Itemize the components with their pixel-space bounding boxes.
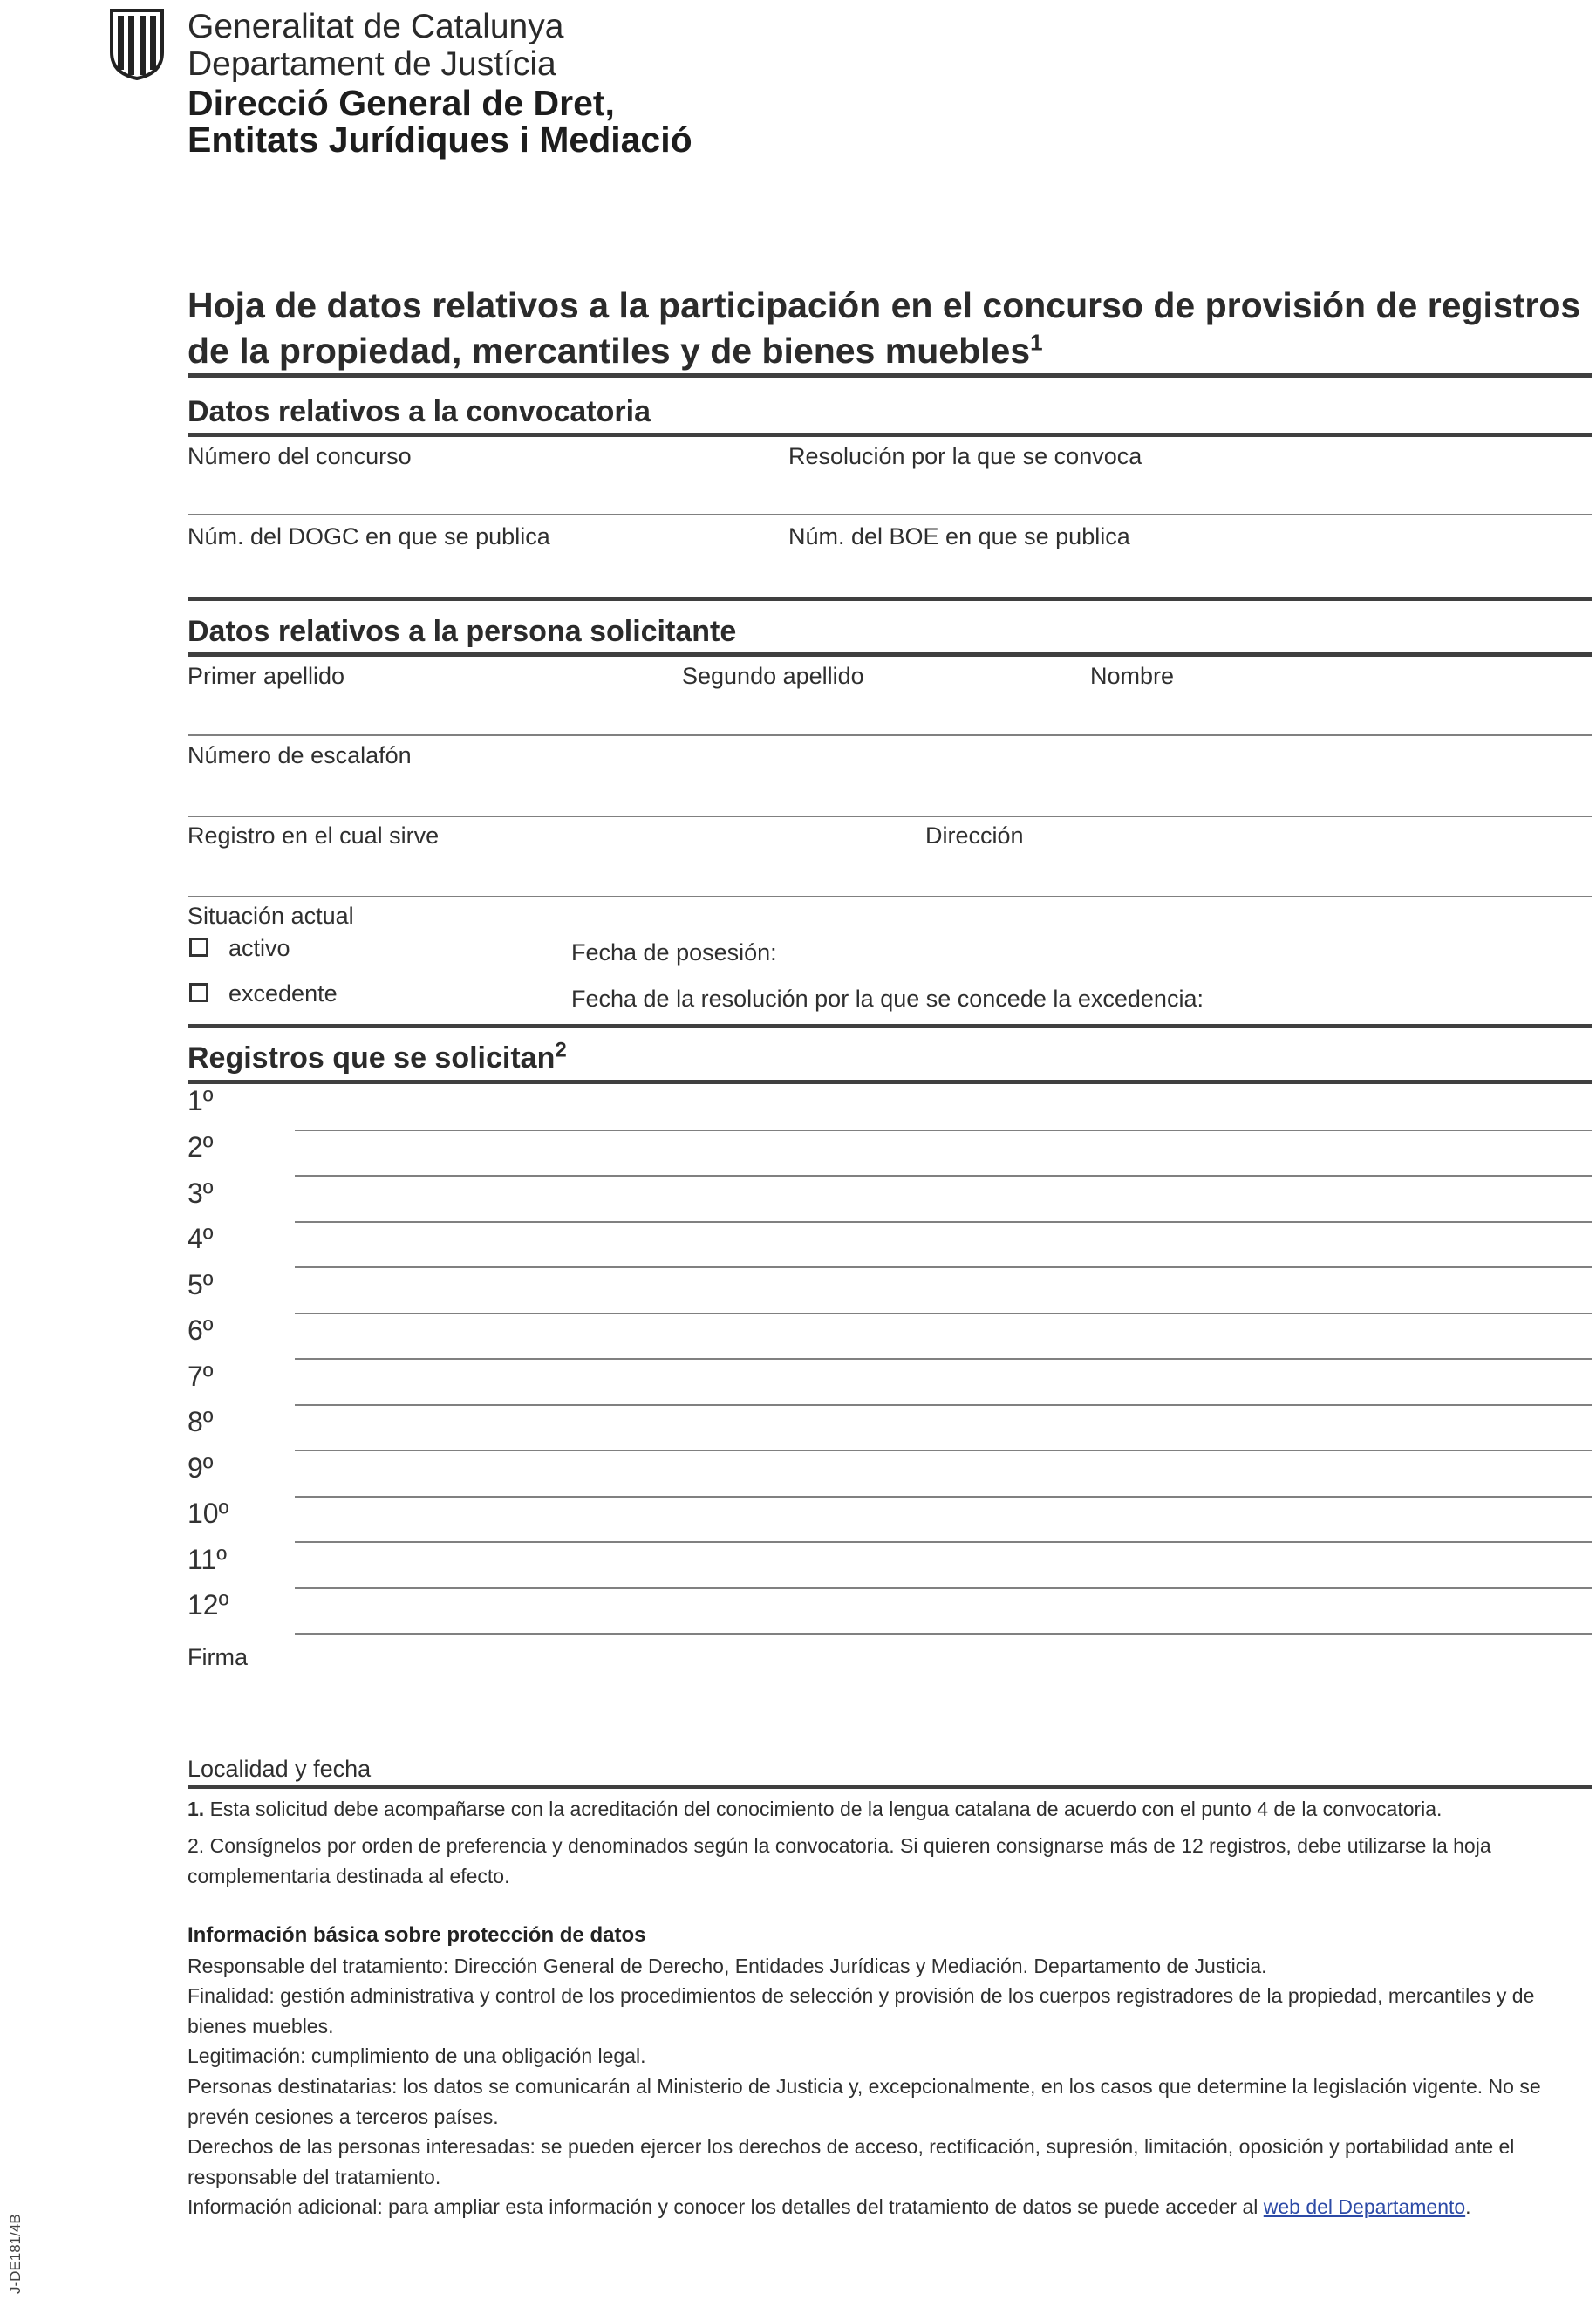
privacy-legitimacion: Legitimación: cumplimiento de una obligación legal. bbox=[188, 2044, 646, 2067]
excedente-checkbox[interactable] bbox=[189, 983, 208, 1002]
registro-line[interactable] bbox=[295, 1175, 1592, 1177]
field-rule bbox=[188, 514, 1592, 515]
privacy-finalidad: Finalidad: gestión administrativa y control de los procedimientos de selección y provisión de los cuerpos registradores de la propiedad, mercantiles y de bienes muebles. bbox=[188, 1984, 1535, 2037]
section-rule bbox=[188, 652, 1592, 657]
document-code: J-DE181/4B bbox=[7, 2214, 24, 2294]
excedente-label: excedente bbox=[228, 980, 338, 1007]
registro-number: 2º bbox=[188, 1131, 214, 1163]
fecha-resolucion-label: Fecha de la resolución por la que se concede la excedencia: bbox=[571, 986, 1204, 1012]
localidad-fecha-label: Localidad y fecha bbox=[188, 1756, 372, 1782]
registro-sirve-label: Registro en el cual sirve bbox=[188, 822, 440, 849]
registro-number: 11º bbox=[188, 1544, 227, 1575]
registros-heading: Registros que se solicitan bbox=[188, 1041, 556, 1075]
registro-number: 4º bbox=[188, 1223, 214, 1254]
registro-number: 8º bbox=[188, 1406, 214, 1437]
privacy-derechos: Derechos de las personas interesadas: se pueden ejercer los derechos de acceso, rectificación, supresión, limitación, oposición y portabilidad ante el responsable del tratamiento. bbox=[188, 2135, 1515, 2188]
directorate-name-line2: Entitats Jurídiques i Mediació bbox=[188, 119, 692, 160]
privacy-destinatarias: Personas destinatarias: los datos se comunicarán al Ministerio de Justicia y, excepcionalmente, en los casos que determine la legislación vigente. No se prevén cesiones a terceros países. bbox=[188, 2075, 1541, 2128]
privacy-adicional-suffix: . bbox=[1465, 2195, 1471, 2218]
nombre-label: Nombre bbox=[1090, 663, 1175, 689]
privacy-heading: Información básica sobre protección de datos bbox=[188, 1923, 646, 1947]
directorate-name-line1: Direcció General de Dret, bbox=[188, 83, 615, 123]
privacy-responsable: Responsable del tratamiento: Dirección General de Derecho, Entidades Jurídicas y Mediación. Departamento de Justicia. bbox=[188, 1955, 1267, 1977]
registro-line[interactable] bbox=[295, 1450, 1592, 1451]
registro-line[interactable] bbox=[295, 1221, 1592, 1223]
direccion-label: Dirección bbox=[925, 822, 1024, 849]
primer-apellido-label: Primer apellido bbox=[188, 663, 345, 689]
firma-label: Firma bbox=[188, 1644, 248, 1670]
registro-line[interactable] bbox=[295, 1404, 1592, 1406]
footnote-ref-1: 1 bbox=[1030, 329, 1043, 356]
registro-number: 7º bbox=[188, 1361, 214, 1392]
section-title-solicitante: Datos relativos a la persona solicitante bbox=[188, 615, 737, 648]
footnote-2 bbox=[188, 1831, 1587, 1891]
registro-line[interactable] bbox=[295, 1130, 1592, 1131]
registro-number: 9º bbox=[188, 1452, 214, 1484]
field-rule bbox=[188, 896, 1592, 897]
registro-number: 1º bbox=[188, 1085, 214, 1116]
registro-line[interactable] bbox=[295, 1496, 1592, 1498]
situacion-actual-label: Situación actual bbox=[188, 903, 354, 929]
section-rule bbox=[188, 1080, 1592, 1084]
registro-number: 6º bbox=[188, 1314, 214, 1346]
section-rule bbox=[188, 373, 1592, 378]
section-title-convocatoria: Datos relativos a la convocatoria bbox=[188, 395, 651, 428]
activo-label: activo bbox=[228, 935, 290, 961]
document-title-line2: de la propiedad, mercantiles y de bienes muebles bbox=[188, 331, 1031, 371]
section-rule bbox=[188, 597, 1592, 601]
privacy-adicional bbox=[188, 2192, 1587, 2222]
registro-number: 10º bbox=[188, 1498, 229, 1529]
organization-name: Generalitat de Catalunya bbox=[188, 8, 564, 45]
num-dogc-label: Núm. del DOGC en que se publica bbox=[188, 523, 550, 549]
numero-concurso-label: Número del concurso bbox=[188, 443, 412, 469]
footnote-2-text: Consígnelos por orden de preferencia y denominados según la convocatoria. Si quieren consignarse más de 12 registros, debe utilizarse la hoja complementaria destinada al efecto. bbox=[188, 1834, 1491, 1887]
registro-number: 3º bbox=[188, 1177, 214, 1209]
footnote-1-text: Esta solicitud debe acompañarse con la acreditación del conocimiento de la lengua catalana de acuerdo con el punto 4 de la convocatoria. bbox=[204, 1798, 1443, 1820]
department-name: Departament de Justícia bbox=[188, 45, 556, 83]
registro-line[interactable] bbox=[295, 1358, 1592, 1360]
web-departamento-link[interactable]: web del Departamento bbox=[1263, 2195, 1466, 2218]
footnote-1 bbox=[188, 1794, 1587, 1825]
footnote-2-number: 2. bbox=[188, 1834, 205, 1857]
registro-number: 5º bbox=[188, 1269, 214, 1300]
section-title-registros bbox=[188, 1038, 567, 1075]
footnote-ref-2: 2 bbox=[555, 1038, 567, 1062]
registro-line[interactable] bbox=[295, 1266, 1592, 1268]
field-rule bbox=[188, 816, 1592, 817]
num-boe-label: Núm. del BOE en que se publica bbox=[788, 523, 1130, 549]
registro-line[interactable] bbox=[295, 1313, 1592, 1314]
section-rule bbox=[188, 433, 1592, 437]
generalitat-emblem-icon-svg bbox=[106, 9, 167, 80]
registro-line[interactable] bbox=[295, 1541, 1592, 1543]
generalitat-emblem-icon bbox=[106, 9, 167, 80]
fecha-posesion-label: Fecha de posesión: bbox=[571, 939, 777, 966]
privacy-adicional-text: Información adicional: para ampliar esta información y conocer los detalles del tratamiento de datos se puede acceder al bbox=[188, 2195, 1264, 2218]
registro-line[interactable] bbox=[295, 1587, 1592, 1589]
document-title-line1: Hoja de datos relativos a la participación en el concurso de provisión de registros bbox=[188, 285, 1581, 325]
resolucion-convoca-label: Resolución por la que se convoca bbox=[788, 443, 1142, 469]
registro-number: 12º bbox=[188, 1589, 229, 1621]
document-title bbox=[188, 283, 1583, 373]
footnote-1-number: 1. bbox=[188, 1798, 205, 1820]
registro-line[interactable] bbox=[295, 1633, 1592, 1635]
activo-checkbox[interactable] bbox=[189, 938, 208, 957]
field-rule bbox=[188, 734, 1592, 736]
section-rule bbox=[188, 1024, 1592, 1028]
numero-escalafon-label: Número de escalafón bbox=[188, 742, 412, 768]
section-rule bbox=[188, 1785, 1592, 1789]
segundo-apellido-label: Segundo apellido bbox=[682, 663, 864, 689]
